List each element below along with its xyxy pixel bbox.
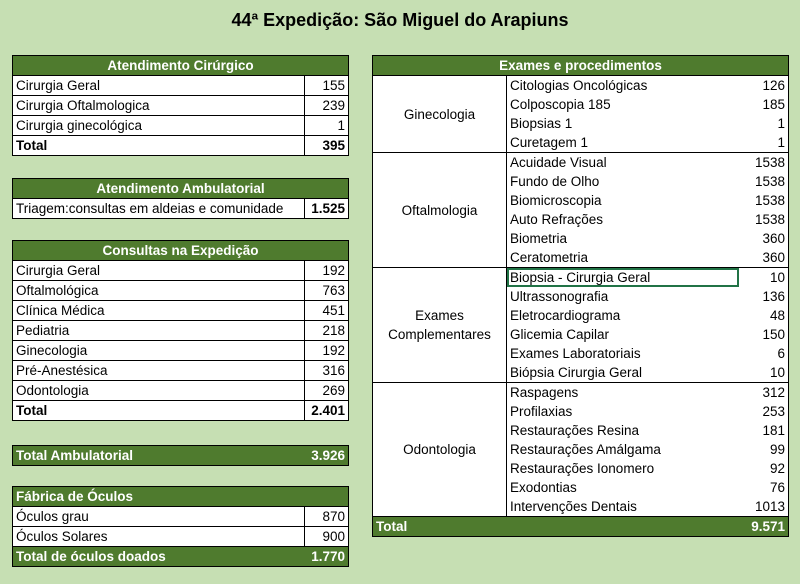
row-value: 192 — [305, 341, 349, 361]
item-label: Eletrocardiograma — [507, 306, 739, 325]
item-value: 1 — [739, 133, 789, 153]
item-value: 126 — [739, 76, 789, 96]
item-label: Ceratometria — [507, 248, 739, 268]
table-row — [13, 76, 349, 96]
cirurgico-table — [12, 55, 349, 156]
total-value: 1.770 — [305, 547, 349, 567]
row-value: 763 — [305, 281, 349, 301]
row-label: Pediatria — [13, 321, 305, 341]
item-label: Fundo de Olho — [507, 172, 739, 191]
item-value: 360 — [739, 229, 789, 248]
item-label: Acuidade Visual — [507, 153, 739, 173]
item-label: Exames Laboratoriais — [507, 344, 739, 363]
item-value: 360 — [739, 248, 789, 268]
item-value: 181 — [739, 421, 789, 440]
row-value: 269 — [305, 381, 349, 401]
item-label: Biometria — [507, 229, 739, 248]
table-row — [13, 381, 349, 401]
item-label: Restaurações Ionomero — [507, 459, 739, 478]
item-value: 76 — [739, 478, 789, 497]
row-label: Cirurgia Geral — [13, 261, 305, 281]
row-label: Óculos grau — [13, 507, 305, 527]
item-value: 6 — [739, 344, 789, 363]
item-label: Colposcopia 185 — [507, 95, 739, 114]
item-label: Ultrassonografia — [507, 287, 739, 306]
total-value: 2.401 — [305, 401, 349, 421]
item-value: 1538 — [739, 210, 789, 229]
item-value: 1538 — [739, 191, 789, 210]
ambulatorial-table — [12, 178, 349, 219]
table-row — [13, 341, 349, 361]
row-label: Óculos Solares — [13, 527, 305, 547]
table-row — [13, 507, 349, 527]
item-label: Restaurações Amálgama — [507, 440, 739, 459]
total-value: 395 — [305, 136, 349, 156]
item-value: 92 — [739, 459, 789, 478]
table-row — [13, 301, 349, 321]
row-label: Oftalmológica — [13, 281, 305, 301]
item-label: Raspagens — [507, 383, 739, 403]
group-label: Ginecologia — [373, 76, 507, 153]
oculos-header: Fábrica de Óculos — [13, 487, 349, 507]
total-row — [373, 517, 789, 537]
row-value: 155 — [305, 76, 349, 96]
table-row — [373, 153, 789, 173]
row-value: 316 — [305, 361, 349, 381]
row-value: 900 — [305, 527, 349, 547]
item-label: Citologias Oncológicas — [507, 76, 739, 96]
table-row — [373, 383, 789, 403]
row-label: Pré-Anestésica — [13, 361, 305, 381]
item-label: Auto Refrações — [507, 210, 739, 229]
total-row — [13, 547, 349, 567]
table-row — [373, 268, 789, 288]
item-value: 10 — [739, 363, 789, 383]
selected-cell[interactable]: Biopsia - Cirurgia Geral — [507, 268, 739, 288]
item-value: 150 — [739, 325, 789, 344]
item-value: 1 — [739, 114, 789, 133]
item-label: Biópsia Cirurgia Geral — [507, 363, 739, 383]
item-value: 185 — [739, 95, 789, 114]
table-row — [13, 321, 349, 341]
item-label: Biomicroscopia — [507, 191, 739, 210]
row-value: 1.525 — [305, 199, 349, 219]
item-label: Restaurações Resina — [507, 421, 739, 440]
item-label: Exodontias — [507, 478, 739, 497]
consultas-table — [12, 240, 349, 421]
item-value: 136 — [739, 287, 789, 306]
row-label: Odontologia — [13, 381, 305, 401]
row-value: 1 — [305, 116, 349, 136]
row-value: 870 — [305, 507, 349, 527]
ambulatorial-header: Atendimento Ambulatorial — [13, 179, 349, 199]
total-label: Total de óculos doados — [13, 547, 305, 567]
row-label: Cirurgia Oftalmologica — [13, 96, 305, 116]
row-value: 451 — [305, 301, 349, 321]
table-row — [13, 199, 349, 219]
total-ambulatorial-value: 3.926 — [305, 446, 349, 466]
row-label: Clínica Médica — [13, 301, 305, 321]
oculos-table — [12, 486, 349, 567]
item-label: Profilaxias — [507, 402, 739, 421]
item-value: 312 — [739, 383, 789, 403]
page-title: 44ª Expedição: São Miguel do Arapiuns — [231, 10, 569, 30]
total-row — [13, 401, 349, 421]
table-row — [373, 76, 789, 96]
item-value: 99 — [739, 440, 789, 459]
group-label: Oftalmologia — [373, 153, 507, 268]
total-ambulatorial-table — [12, 445, 349, 466]
item-value: 1538 — [739, 172, 789, 191]
total-label: Total — [373, 517, 739, 537]
item-value: 1538 — [739, 153, 789, 173]
group-label: Exames Complementares — [373, 268, 507, 383]
table-row — [13, 281, 349, 301]
table-row — [13, 116, 349, 136]
total-row — [13, 136, 349, 156]
exames-header: Exames e procedimentos — [373, 56, 789, 76]
row-value: 239 — [305, 96, 349, 116]
row-label: Cirurgia ginecológica — [13, 116, 305, 136]
row-value: 218 — [305, 321, 349, 341]
table-row — [13, 527, 349, 547]
total-ambulatorial-label: Total Ambulatorial — [13, 446, 305, 466]
row-label: Cirurgia Geral — [13, 76, 305, 96]
item-value: 10 — [739, 268, 789, 288]
total-label: Total — [13, 401, 305, 421]
group-label: Odontologia — [373, 383, 507, 517]
total-value: 9.571 — [739, 517, 789, 537]
row-label: Triagem:consultas em aldeias e comunidade — [13, 199, 305, 219]
item-label: Intervenções Dentais — [507, 497, 739, 517]
item-value: 253 — [739, 402, 789, 421]
row-value: 192 — [305, 261, 349, 281]
total-label: Total — [13, 136, 305, 156]
table-row — [13, 96, 349, 116]
item-label: Glicemia Capilar — [507, 325, 739, 344]
exames-table — [372, 55, 789, 537]
consultas-header: Consultas na Expedição — [13, 241, 349, 261]
item-value: 1013 — [739, 497, 789, 517]
item-label: Biopsias 1 — [507, 114, 739, 133]
cirurgico-header: Atendimento Cirúrgico — [13, 56, 349, 76]
item-value: 48 — [739, 306, 789, 325]
table-row — [13, 261, 349, 281]
table-row — [13, 361, 349, 381]
row-label: Ginecologia — [13, 341, 305, 361]
item-label: Curetagem 1 — [507, 133, 739, 153]
